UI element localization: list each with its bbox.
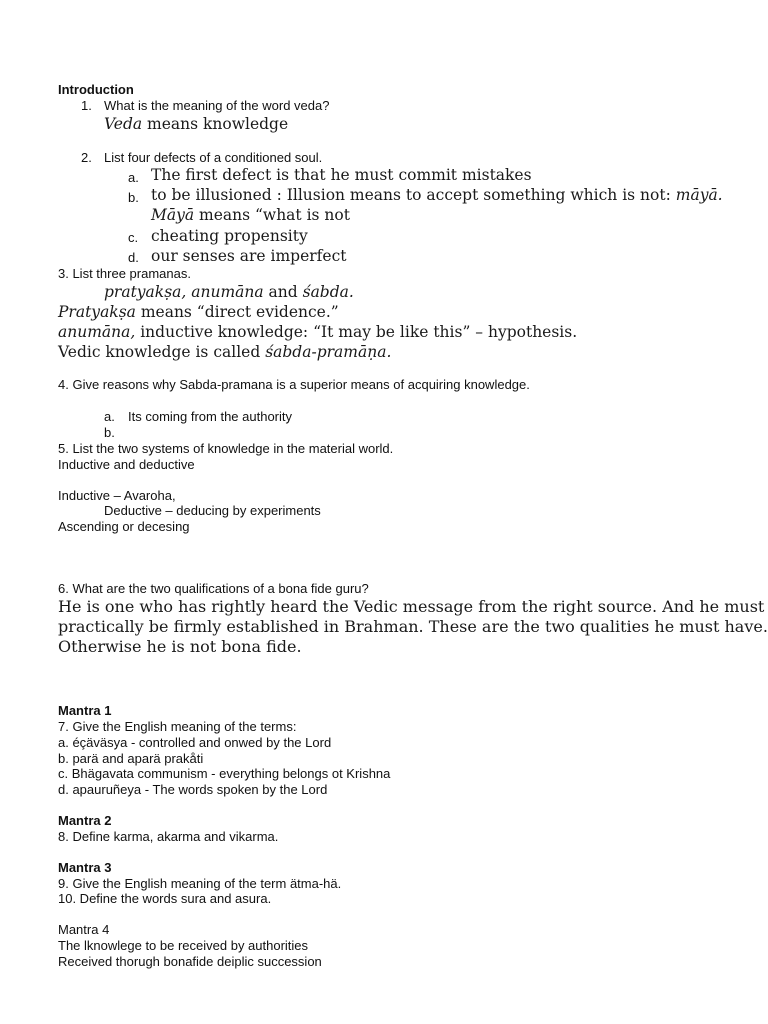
q2-a-text: The first defect is that he must commit mistakes — [151, 166, 532, 184]
mantra-2-heading: Mantra 2 — [58, 813, 112, 828]
q2-b2-italic: Māyā — [151, 206, 195, 224]
q2-b-text-main: to be illusioned : Illusion means to accept something which is not: — [151, 186, 676, 204]
answer-3-line-1 — [104, 282, 354, 302]
question-1-number: 1. — [81, 98, 92, 113]
q2-b2-rest: means “what is not — [194, 206, 350, 224]
mantra-4-line-2: Received thorugh bonafide deiplic succession — [58, 954, 322, 969]
answer-5-line-1: Inductive and deductive — [58, 457, 195, 472]
answer-5-line-2: Inductive – Avaroha, — [58, 488, 176, 503]
answer-3-line-3 — [58, 322, 577, 342]
mantra-4-line-1: The lknowlege to be received by authorities — [58, 938, 309, 953]
mantra-1-heading: Mantra 1 — [58, 703, 112, 718]
answer-3-anumana-def: inductive knowledge: “It may be like this” – hypothesis. — [135, 323, 578, 341]
q7-c: c. Bhägavata communism - everything belongs ot Krishna — [58, 766, 391, 781]
q2-b-text — [151, 185, 723, 205]
answer-3-sabda: śabda. — [302, 283, 354, 301]
answer-1 — [104, 114, 288, 134]
question-4-text: 4. Give reasons why Sabda-pramana is a superior means of acquiring knowledge. — [58, 377, 530, 392]
q4-b-label: b. — [104, 425, 115, 440]
question-7-text: 7. Give the English meaning of the terms: — [58, 719, 297, 734]
introduction-heading: Introduction — [58, 82, 134, 97]
answer-6-line-3: Otherwise he is not bona fide. — [58, 637, 302, 656]
mantra-3-heading: Mantra 3 — [58, 860, 112, 875]
answer-5-line-4: Ascending or decesing — [58, 519, 190, 534]
question-10-text: 10. Define the words sura and asura. — [58, 891, 272, 906]
answer-3-anumana-term: anumāna, — [58, 323, 136, 341]
answer-6-line-1: He is one who has rightly heard the Vedic message from the right source. And he must — [58, 597, 765, 616]
question-6-text: 6. What are the two qualifications of a bona fide guru? — [58, 581, 369, 596]
question-2-text: List four defects of a conditioned soul. — [104, 150, 323, 165]
question-9-text: 9. Give the English meaning of the term ätma-hä. — [58, 876, 342, 891]
q7-b: b. parä and aparä prakåti — [58, 751, 204, 766]
q4-a-text: Its coming from the authority — [128, 409, 293, 424]
answer-3-line-2 — [58, 302, 339, 322]
q2-b-text-italic: māyā. — [675, 186, 723, 204]
question-1-text: What is the meaning of the word veda? — [104, 98, 330, 113]
q2-c-text: cheating propensity — [151, 227, 308, 245]
q7-a: a. éçäväsya - controlled and onwed by the Lord — [58, 735, 332, 750]
answer-3-and: and — [263, 283, 303, 301]
question-2-number: 2. — [81, 150, 92, 165]
q2-d-label: d. — [128, 250, 139, 265]
answer-1-rest: means knowledge — [142, 115, 289, 133]
answer-3-pratyaksa-def: means “direct evidence.” — [135, 303, 339, 321]
answer-1-italic: Veda — [104, 115, 143, 133]
q2-d-text: our senses are imperfect — [151, 247, 347, 265]
answer-3-line-4 — [58, 342, 391, 362]
answer-3-vedic-text: Vedic knowledge is called — [58, 343, 266, 361]
mantra-4-heading: Mantra 4 — [58, 922, 110, 937]
question-3-text: 3. List three pramanas. — [58, 266, 191, 281]
q4-a-label: a. — [104, 409, 115, 424]
answer-3-pratyaksa-term: Pratyakṣa — [58, 303, 136, 321]
answer-3-sabda-pramana: śabda-pramāṇa. — [265, 343, 392, 361]
q2-b-text-continued — [151, 205, 350, 225]
q2-c-label: c. — [128, 230, 139, 245]
q2-a-label: a. — [128, 170, 139, 185]
q7-d: d. apauruñeya - The words spoken by the Lord — [58, 782, 328, 797]
question-5-text: 5. List the two systems of knowledge in the material world. — [58, 441, 394, 456]
answer-3-pratyaksa-anumana: pratyakṣa, anumāna — [104, 283, 264, 301]
question-8-text: 8. Define karma, akarma and vikarma. — [58, 829, 279, 844]
answer-5-line-3: Deductive – deducing by experiments — [104, 503, 321, 518]
q2-b-label: b. — [128, 190, 139, 205]
answer-6-line-2: practically be firmly established in Brahman. These are the two qualities he must have. — [58, 617, 768, 636]
